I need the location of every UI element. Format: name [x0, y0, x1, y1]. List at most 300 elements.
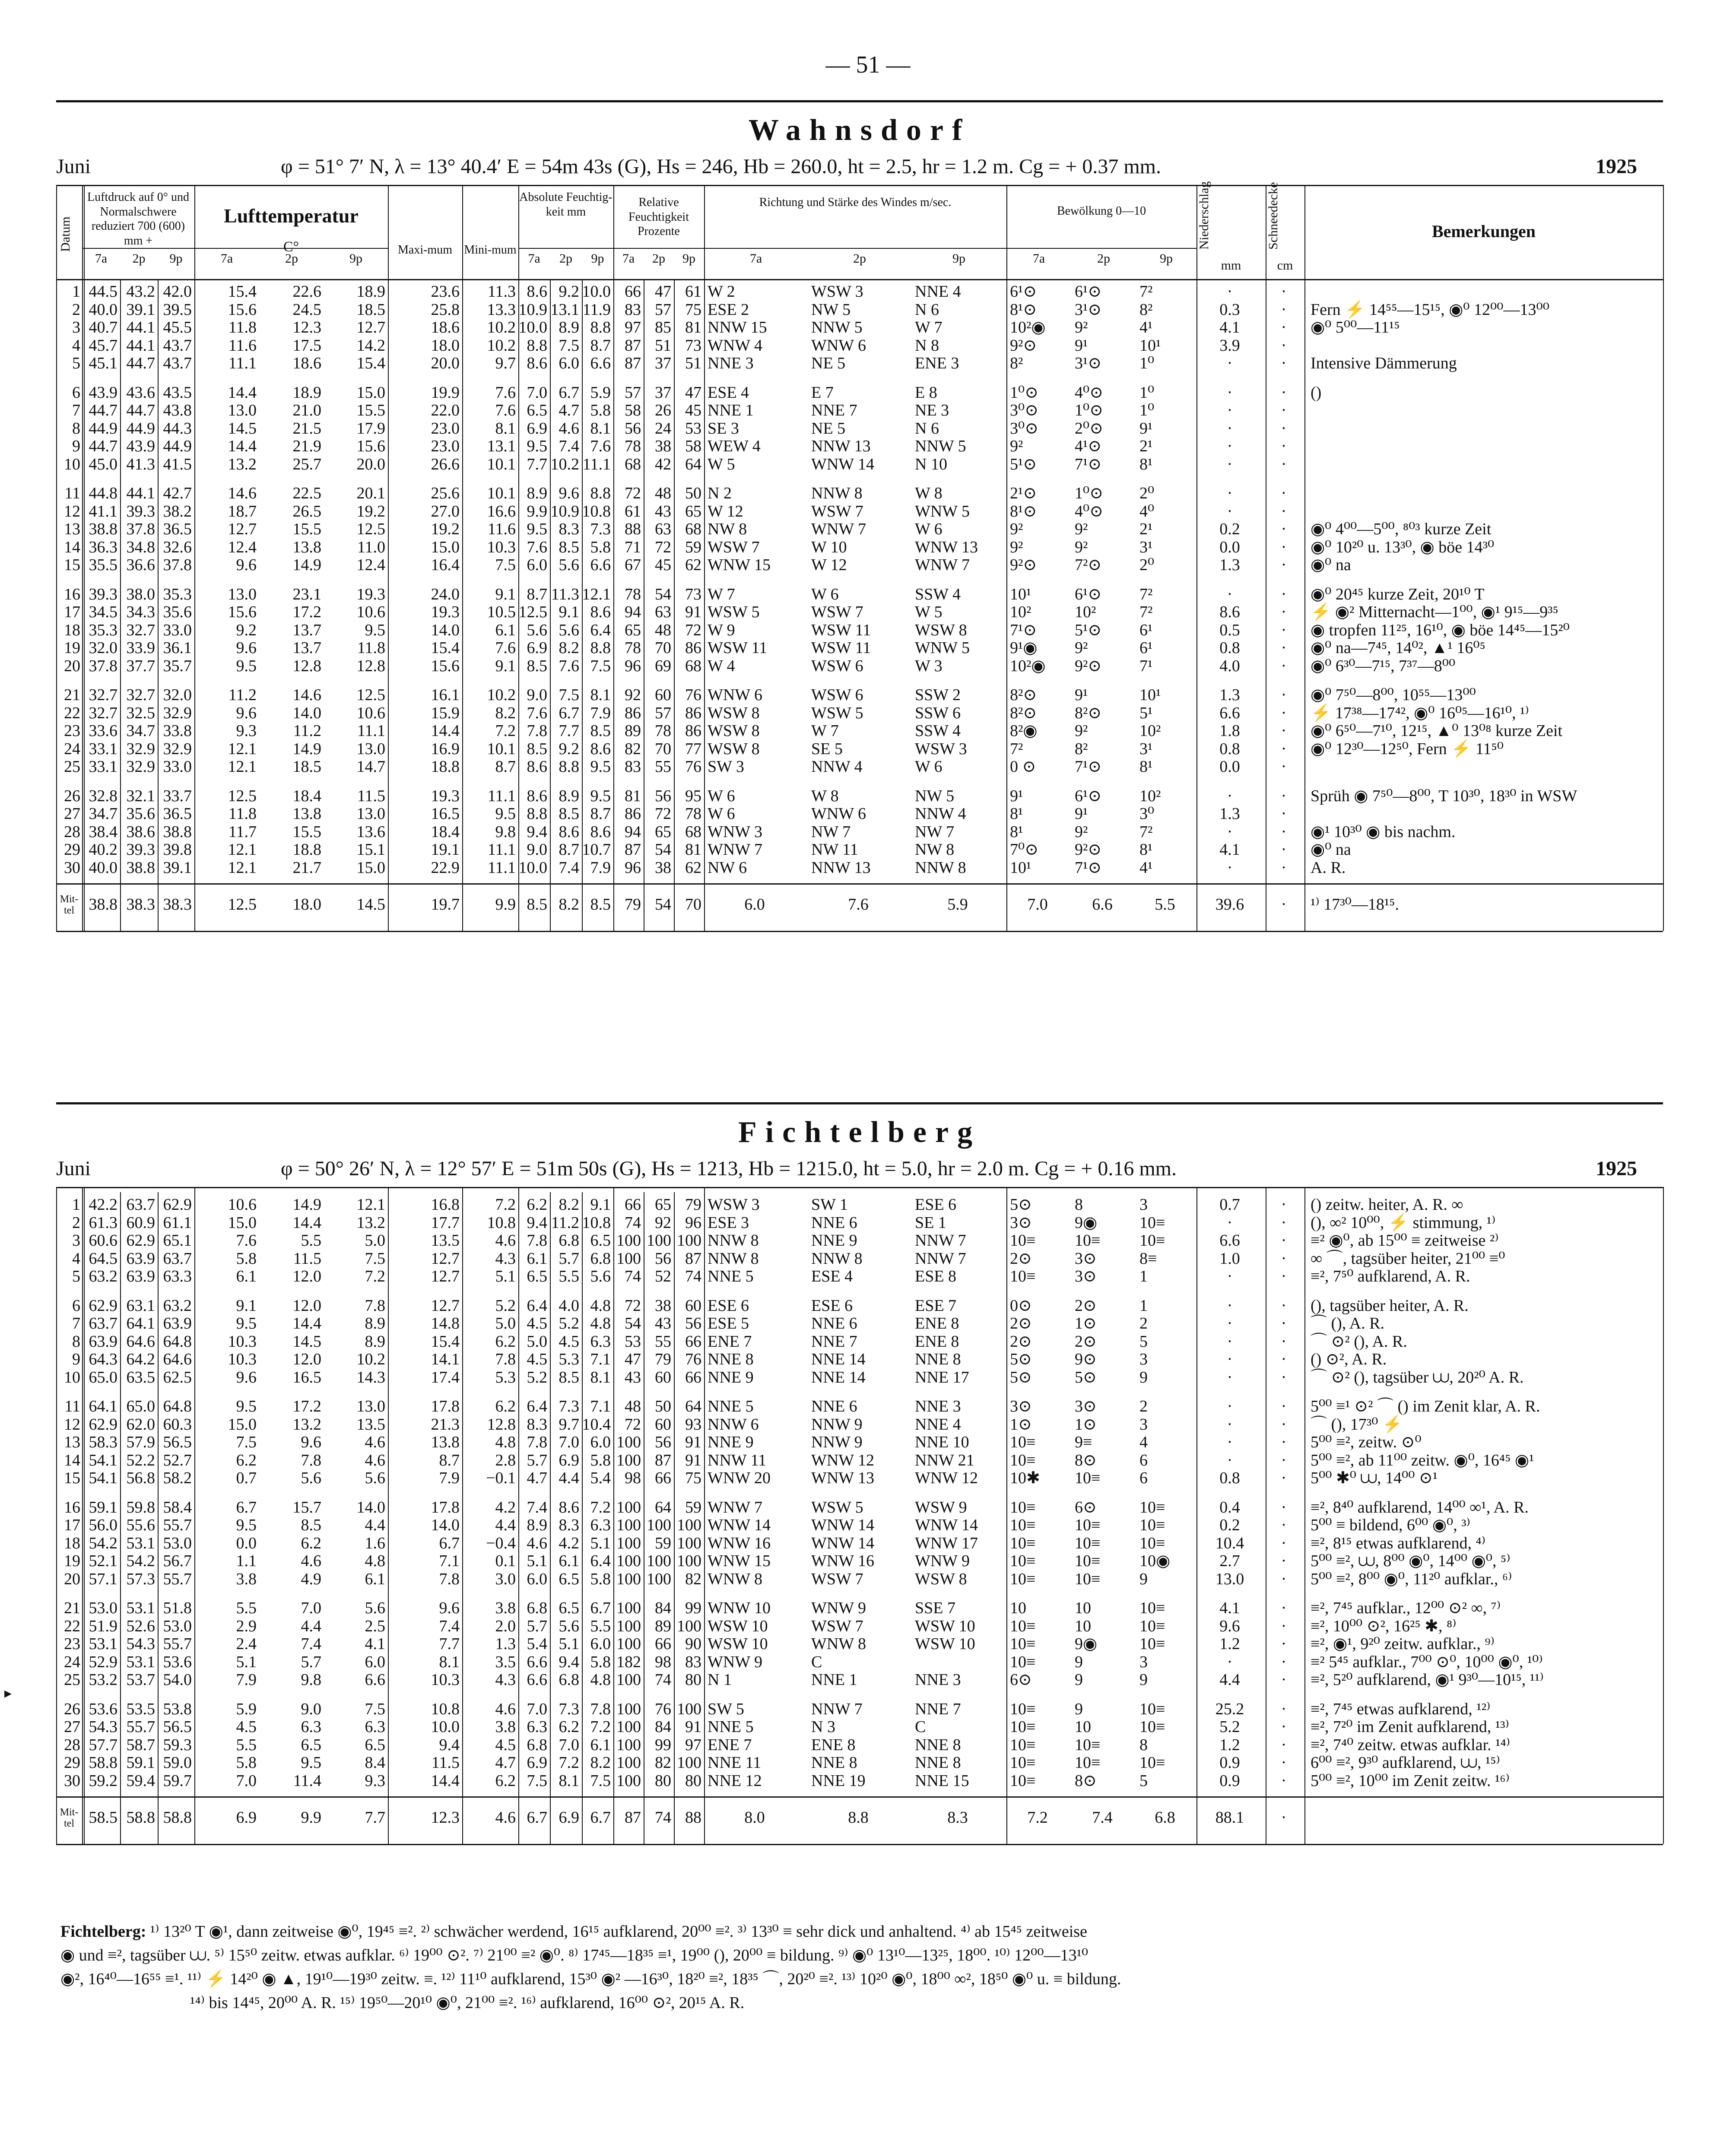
cell-temp-min: 4.8 — [495, 1433, 516, 1451]
cell-temp-max: 7.1 — [439, 1552, 460, 1570]
remark-15: ◉⁰ na — [1311, 556, 1351, 574]
cell-niederschlag: · — [1227, 455, 1233, 473]
cell-temp-9p: 4.1 — [365, 1635, 385, 1653]
cell-abs-9p: 4.8 — [590, 1296, 611, 1315]
cell-wind-7a: ESE 6 — [708, 1296, 749, 1315]
cell-temp-9p: 20.1 — [356, 484, 385, 502]
cell-temp-9p: 11.5 — [357, 787, 385, 805]
cell-abs-7a: 4.7 — [527, 1469, 547, 1487]
cell-temp-min: 8.2 — [495, 704, 516, 722]
cell-lp-9p: 62.5 — [163, 1368, 192, 1386]
remark-25: ≡², 5²⁰ aufklarend, ◉¹ 9³⁰—10¹⁵, ¹¹⁾ — [1311, 1671, 1544, 1689]
cell-abs-2p: 8.6 — [559, 822, 579, 841]
cell-niederschlag: · — [1227, 1415, 1233, 1434]
cell-niederschlag: · — [1227, 1451, 1233, 1469]
cell-temp-9p: 8.9 — [365, 1332, 385, 1351]
cell-abs-7a: 8.3 — [527, 1415, 547, 1434]
cell-rel-9p: 96 — [685, 1213, 701, 1232]
subheader-rule — [1006, 248, 1196, 249]
mittel-lp-9p: 38.3 — [163, 895, 192, 914]
cell-schneedecke: · — [1281, 1296, 1287, 1315]
cell-schneedecke: · — [1281, 300, 1287, 319]
cell-temp-2p: 4.6 — [301, 1552, 321, 1570]
cell-temp-7a: 7.9 — [236, 1671, 257, 1689]
cell-rel-7a: 47 — [625, 1350, 641, 1368]
remark-24: ≡² 5⁴⁵ aufklar., 7⁰⁰ ⊙⁰, 10⁰⁰ ◉⁰, ¹⁰⁾ — [1311, 1653, 1543, 1671]
cell-rel-2p: 45 — [655, 556, 671, 574]
cell-lp-2p: 37.8 — [126, 520, 155, 538]
cell-niederschlag: · — [1227, 1368, 1233, 1386]
row-day: 12 — [64, 502, 80, 520]
cell-wind-2p: NW 11 — [811, 841, 858, 859]
cell-temp-7a: 13.2 — [228, 455, 257, 473]
cell-wind-7a: NNW 15 — [708, 318, 767, 336]
cell-temp-7a: 14.4 — [228, 383, 257, 402]
cell-rel-2p: 56 — [655, 1249, 671, 1268]
cell-lp-2p: 56.8 — [126, 1469, 155, 1487]
cell-temp-max: 18.4 — [431, 822, 460, 841]
cell-rel-9p: 72 — [685, 621, 701, 639]
cell-abs-7a: 5.7 — [527, 1617, 547, 1635]
remark-16: ≡², 8⁴⁰ aufklarend, 14⁰⁰ ∞¹, A. R. — [1311, 1498, 1529, 1516]
cell-cloud-9p: 8¹ — [1139, 841, 1153, 859]
cell-abs-7a: 9.5 — [527, 520, 547, 538]
cell-wind-7a: NNE 5 — [708, 1718, 754, 1736]
cell-abs-9p: 5.4 — [590, 1469, 611, 1487]
cell-abs-9p: 6.4 — [590, 1552, 611, 1570]
cell-wind-2p: NNE 14 — [811, 1350, 866, 1368]
cell-temp-2p: 9.8 — [301, 1671, 321, 1689]
cell-temp-min: 6.1 — [495, 621, 516, 639]
cell-niederschlag: 0.2 — [1219, 1516, 1240, 1534]
cell-wind-2p: WSW 7 — [811, 1617, 863, 1635]
cell-temp-9p: 5.0 — [365, 1231, 385, 1250]
cell-temp-min: 10.2 — [487, 336, 516, 355]
cell-lp-9p: 35.7 — [163, 657, 192, 675]
cell-wind-9p: WNW 17 — [915, 1534, 978, 1552]
remark-21: ◉⁰ 7⁵⁰—8⁰⁰, 10⁵⁵—13⁰⁰ — [1311, 686, 1476, 704]
cell-wind-9p: NNE 3 — [915, 1397, 961, 1415]
cell-cloud-7a: 5⊙ — [1010, 1196, 1032, 1214]
cell-cloud-7a: 8²⊙ — [1010, 686, 1037, 704]
cell-cloud-7a: 6¹⊙ — [1010, 282, 1037, 301]
cell-niederschlag: 1.2 — [1219, 1735, 1240, 1754]
cell-temp-9p: 9.5 — [365, 621, 385, 639]
cell-cloud-9p: 1⁰ — [1139, 354, 1155, 372]
cell-abs-7a: 7.6 — [527, 704, 547, 722]
table-left-rule — [56, 1187, 57, 1844]
top-rule — [56, 1102, 1663, 1104]
cell-wind-9p: NNW 8 — [915, 858, 966, 877]
cell-cloud-9p: 10² — [1139, 722, 1161, 740]
cell-cloud-7a: 3⁰⊙ — [1010, 419, 1039, 438]
row-day: 28 — [64, 822, 80, 841]
cell-rel-7a: 78 — [625, 639, 641, 657]
cell-schneedecke: · — [1281, 1469, 1287, 1487]
cell-temp-9p: 15.4 — [356, 354, 385, 372]
cell-temp-9p: 13.0 — [356, 805, 385, 823]
cell-cloud-9p: 6¹ — [1139, 621, 1153, 639]
column-rule — [1304, 1187, 1305, 1844]
cell-cloud-2p: 9 — [1075, 1671, 1083, 1689]
cell-abs-7a: 8.9 — [527, 1516, 547, 1534]
cell-cloud-2p: 2⊙ — [1075, 1296, 1097, 1315]
mittel-temp-min: 9.9 — [495, 895, 516, 914]
cell-cloud-9p: 3⁰ — [1139, 805, 1155, 823]
cell-wind-7a: NNE 3 — [708, 354, 754, 372]
cell-lp-2p: 43.9 — [126, 437, 155, 455]
cell-temp-9p: 4.6 — [365, 1433, 385, 1451]
cell-abs-2p: 9.6 — [559, 484, 579, 502]
cell-cloud-7a: 10≡ — [1010, 1635, 1036, 1653]
cell-cloud-9p: 5¹ — [1139, 704, 1153, 722]
cell-temp-max: 16.8 — [431, 1196, 460, 1214]
cell-temp-max: 14.4 — [431, 722, 460, 740]
cell-lp-9p: 44.3 — [163, 419, 192, 438]
cell-temp-9p: 12.8 — [356, 657, 385, 675]
cell-cloud-9p: 6 — [1139, 1451, 1148, 1469]
cell-abs-2p: 13.1 — [550, 300, 579, 319]
cell-wind-2p: WSW 5 — [811, 1498, 863, 1516]
cell-cloud-7a: 7¹⊙ — [1010, 621, 1037, 639]
cell-cloud-7a: 10≡ — [1010, 1433, 1036, 1451]
cell-rel-2p: 48 — [655, 621, 671, 639]
cell-temp-min: 5.3 — [495, 1368, 516, 1386]
cell-temp-max: 21.3 — [431, 1415, 460, 1434]
cell-temp-min: 10.1 — [487, 455, 516, 473]
cell-temp-2p: 18.8 — [292, 841, 321, 859]
cell-temp-max: 27.0 — [431, 502, 460, 520]
cell-lp-2p: 63.1 — [126, 1296, 155, 1315]
cell-temp-min: 3.8 — [495, 1599, 516, 1617]
cell-wind-9p: WSW 8 — [915, 621, 967, 639]
cell-temp-min: 9.8 — [495, 822, 516, 841]
mittel-wind-7a: 6.0 — [744, 895, 765, 914]
cell-temp-9p: 7.5 — [365, 1700, 385, 1718]
cell-wind-2p: SE 5 — [811, 739, 843, 758]
cell-niederschlag: 0.9 — [1219, 1771, 1240, 1790]
cell-cloud-2p: 9² — [1075, 520, 1088, 538]
column-rule — [82, 1187, 83, 1844]
cell-abs-9p: 5.1 — [590, 1534, 611, 1552]
cell-wind-2p: WSW 7 — [811, 502, 863, 520]
cell-rel-9p: 77 — [685, 739, 701, 758]
cell-cloud-7a: 0 ⊙ — [1010, 758, 1036, 776]
cell-rel-9p: 99 — [685, 1599, 701, 1617]
cell-temp-9p: 4.8 — [365, 1552, 385, 1570]
cell-wind-2p: C — [811, 1653, 822, 1671]
remark-17: 5⁰⁰ ≡ bildend, 6⁰⁰ ◉⁰, ³⁾ — [1311, 1516, 1470, 1534]
cell-temp-2p: 17.5 — [292, 336, 321, 355]
cell-wind-7a: WSW 7 — [708, 538, 760, 556]
cell-niederschlag: 0.0 — [1219, 538, 1240, 556]
cell-rel-7a: 88 — [625, 520, 641, 538]
cell-temp-max: 25.8 — [431, 300, 460, 319]
cell-abs-2p: 7.3 — [559, 1700, 579, 1718]
column-rule — [613, 185, 614, 931]
cell-wind-7a: NNE 9 — [708, 1368, 754, 1386]
cell-wind-7a: W 9 — [708, 621, 735, 639]
cell-cloud-2p: 6⊙ — [1075, 1498, 1097, 1516]
cell-abs-2p: 7.4 — [559, 437, 579, 455]
cell-wind-2p: NNE 6 — [811, 1314, 857, 1332]
cell-rel-7a: 100 — [616, 1249, 641, 1268]
row-day: 9 — [72, 437, 80, 455]
cell-temp-max: 23.6 — [431, 282, 460, 301]
cell-wind-2p: WSW 11 — [811, 621, 871, 639]
remark-19: ◉⁰ na—7⁴⁵, 14⁰², ▲¹ 16⁰⁵ — [1311, 639, 1485, 657]
cell-rel-9p: 59 — [685, 538, 701, 556]
cell-schneedecke: · — [1281, 1368, 1287, 1386]
cell-temp-max: 7.8 — [439, 1570, 460, 1588]
cell-wind-9p: NNE 3 — [915, 1671, 961, 1689]
remark-19: 5⁰⁰ ≡², ⩊, 8⁰⁰ ◉⁰, 14⁰⁰ ◉⁰, ⁵⁾ — [1311, 1552, 1511, 1570]
remark-1: () zeitw. heiter, A. R. ∞ — [1311, 1196, 1463, 1214]
row-day: 5 — [72, 1267, 80, 1285]
cell-lp-7a: 39.3 — [89, 585, 117, 603]
cell-lp-2p: 63.9 — [126, 1249, 155, 1268]
cell-lp-9p: 53.0 — [163, 1534, 192, 1552]
cell-temp-min: 4.2 — [495, 1498, 516, 1516]
cell-cloud-9p: 6 — [1139, 1469, 1148, 1487]
cell-temp-9p: 12.5 — [356, 686, 385, 704]
cell-cloud-2p: 9² — [1075, 822, 1088, 841]
cell-rel-7a: 66 — [625, 282, 641, 301]
cell-rel-7a: 100 — [616, 1771, 641, 1790]
row-day: 26 — [64, 787, 80, 805]
cell-temp-2p: 21.0 — [292, 401, 321, 419]
cell-temp-9p: 12.4 — [356, 556, 385, 574]
footnote-line-2: ◉ und ≡², tagsüber ⩊. ⁵⁾ 15⁵⁰ zeitw. etwas aufklar. ⁶⁾ 19⁰⁰ ⊙². ⁷⁾ 21⁰⁰ ≡² ◉⁰. ⁸⁾ 17⁴⁵—18³⁵ ≡¹, 19⁰⁰ (), 20⁰⁰ ≡ bildung. ⁹⁾ ◉⁰ 13¹⁰—13²⁵, 18⁰⁰. ¹⁰⁾ 12⁰⁰—13¹⁰ — [60, 1946, 1089, 1965]
cell-lp-9p: 38.8 — [163, 822, 192, 841]
cell-lp-2p: 44.7 — [126, 401, 155, 419]
cell-cloud-9p: 8 — [1139, 1735, 1148, 1754]
cell-niederschlag: 4.1 — [1219, 318, 1240, 336]
row-day: 27 — [64, 1718, 80, 1736]
cell-abs-9p: 10.8 — [582, 1213, 611, 1232]
cell-rel-2p: 63 — [655, 603, 671, 621]
cell-lp-9p: 59.0 — [163, 1754, 192, 1772]
cell-wind-9p: WSW 3 — [915, 739, 967, 758]
remark-28: ◉¹ 10³⁰ ◉ bis nachm. — [1311, 822, 1456, 841]
cell-lp-9p: 59.3 — [163, 1735, 192, 1754]
cell-lp-2p: 60.9 — [126, 1213, 155, 1232]
subheader-rule — [518, 248, 613, 249]
cell-lp-2p: 55.6 — [126, 1516, 155, 1534]
cell-temp-7a: 5.8 — [236, 1754, 257, 1772]
cell-cloud-9p: 8≡ — [1139, 1249, 1157, 1268]
mittel-lp-2p: 58.8 — [126, 1808, 155, 1827]
cell-rel-7a: 78 — [625, 585, 641, 603]
cell-abs-2p: 7.6 — [559, 657, 579, 675]
cell-rel-7a: 100 — [616, 1718, 641, 1736]
cell-temp-2p: 9.6 — [301, 1433, 321, 1451]
remark-24: ◉⁰ 12³⁰—12⁵⁰, Fern ⚡ 11⁵⁰ — [1311, 739, 1504, 758]
cell-cloud-9p: 5 — [1139, 1332, 1148, 1351]
cell-wind-7a: W 12 — [708, 502, 743, 520]
cell-lp-7a: 53.0 — [89, 1599, 117, 1617]
cell-temp-9p: 6.3 — [365, 1718, 385, 1736]
cell-niederschlag: 0.5 — [1219, 621, 1240, 639]
cell-abs-9p: 7.2 — [590, 1498, 611, 1516]
cell-lp-2p: 34.3 — [126, 603, 155, 621]
remark-14: 5⁰⁰ ≡², ab 11⁰⁰ zeitw. ◉⁰, 16⁴⁵ ◉¹ — [1311, 1451, 1534, 1469]
cell-temp-min: 6.2 — [495, 1771, 516, 1790]
cell-lp-2p: 55.7 — [126, 1718, 155, 1736]
footnote-line-3: ◉², 16⁴⁰—16⁵⁵ ≡¹. ¹¹⁾ ⚡ 14²⁰ ◉ ▲, 19¹⁰—19³⁰ zeitw. ≡. ¹²⁾ 11¹⁰ aufklarend, 15³⁰ ◉² —16³⁰, 18²⁰ ≡², 18³⁵ ⌒, 20²⁰ ≡². ¹³⁾ 10²⁰ ◉⁰, 18⁰⁰ ∞², 18⁵⁰ ◉⁰ u. ≡ bildung. — [60, 1970, 1121, 1989]
cell-temp-7a: 9.6 — [236, 556, 257, 574]
cell-wind-2p: ENE 8 — [811, 1735, 856, 1754]
cell-wind-7a: NNW 6 — [708, 1415, 759, 1434]
cell-lp-9p: 36.5 — [163, 520, 192, 538]
cell-rel-7a: 74 — [625, 1213, 641, 1232]
cell-abs-2p: 6.1 — [559, 1552, 579, 1570]
cell-rel-2p: 43 — [655, 502, 671, 520]
footnote-line-1: ¹⁾ 13²⁰ T ◉¹, dann zeitweise ◉⁰, 19⁴⁵ ≡². ²⁾ schwächer werdend, 16¹⁵ aufklarend, 20⁰⁰ ≡². ³⁾ 13³⁰ ≡ sehr dick und anhaltend. ⁴⁾ ab 15⁴⁵ zeitweise — [150, 1922, 1087, 1941]
remark-30: 5⁰⁰ ≡², 10⁰⁰ im Zenit zeitw. ¹⁶⁾ — [1311, 1771, 1510, 1790]
cell-lp-7a: 53.1 — [89, 1635, 117, 1653]
column-rule — [1196, 1187, 1197, 1844]
subheader-bew-t9p: 9p — [1160, 251, 1173, 266]
cell-rel-9p: 81 — [685, 318, 701, 336]
cell-wind-7a: W 7 — [708, 585, 735, 603]
cell-temp-2p: 21.5 — [292, 419, 321, 438]
mittel-rel-7a: 87 — [625, 1808, 641, 1827]
cell-abs-2p: 9.1 — [559, 603, 579, 621]
subheader-rule — [82, 248, 194, 249]
cell-temp-max: 12.7 — [431, 1296, 460, 1315]
cell-wind-2p: WSW 7 — [811, 603, 863, 621]
cell-temp-2p: 14.4 — [292, 1314, 321, 1332]
cell-lp-9p: 44.9 — [163, 437, 192, 455]
cell-rel-9p: 68 — [685, 657, 701, 675]
cell-rel-9p: 86 — [685, 722, 701, 740]
cell-wind-7a: ENE 7 — [708, 1332, 752, 1351]
header-datum: Datum — [58, 216, 73, 252]
cell-cloud-7a: 3⊙ — [1010, 1397, 1032, 1415]
subheader-rel-t2p: 2p — [652, 251, 665, 266]
cell-abs-7a: 5.4 — [527, 1635, 547, 1653]
cell-temp-9p: 15.0 — [356, 383, 385, 402]
cell-rel-2p: 69 — [655, 657, 671, 675]
cell-abs-9p: 8.2 — [590, 1754, 611, 1772]
cell-lp-9p: 65.1 — [163, 1231, 192, 1250]
cell-lp-7a: 45.0 — [89, 455, 117, 473]
cell-temp-max: 15.0 — [431, 538, 460, 556]
cell-wind-7a: ESE 2 — [708, 300, 749, 319]
cell-temp-7a: 0.0 — [236, 1534, 257, 1552]
cell-temp-2p: 18.5 — [292, 758, 321, 776]
row-day: 15 — [64, 1469, 80, 1487]
cell-rel-9p: 86 — [685, 704, 701, 722]
cell-wind-2p: WNW 8 — [811, 1635, 866, 1653]
mittel-rel-9p: 70 — [685, 895, 701, 914]
cell-rel-9p: 75 — [685, 1469, 701, 1487]
cell-schneedecke: · — [1281, 419, 1287, 438]
mittel-temp-max: 12.3 — [431, 1808, 460, 1827]
cell-abs-9p: 6.3 — [590, 1332, 611, 1351]
cell-lp-9p: 32.9 — [163, 739, 192, 758]
mittel-abs-7a: 6.7 — [527, 1808, 547, 1827]
cell-temp-min: 4.3 — [495, 1249, 516, 1268]
cell-cloud-7a: 10≡ — [1010, 1534, 1036, 1552]
cell-temp-min: 10.1 — [487, 484, 516, 502]
cell-rel-9p: 68 — [685, 520, 701, 538]
header-minimum: Mini-mum — [464, 243, 517, 257]
cell-temp-max: 17.8 — [431, 1397, 460, 1415]
cell-cloud-7a: 6⊙ — [1010, 1671, 1032, 1689]
cell-lp-9p: 55.7 — [163, 1635, 192, 1653]
cell-niederschlag: · — [1227, 858, 1233, 877]
cell-lp-2p: 53.1 — [126, 1653, 155, 1671]
cell-temp-max: 22.9 — [431, 858, 460, 877]
cell-rel-7a: 72 — [625, 1296, 641, 1315]
cell-cloud-9p: 1 — [1139, 1267, 1148, 1285]
cell-abs-9p: 5.5 — [590, 1617, 611, 1635]
remark-28: ≡², 7⁴⁰ zeitw. etwas aufklar. ¹⁴⁾ — [1311, 1735, 1511, 1754]
cell-niederschlag: 1.2 — [1219, 1635, 1240, 1653]
cell-abs-2p: 8.9 — [559, 787, 579, 805]
cell-lp-9p: 38.2 — [163, 502, 192, 520]
cell-cloud-2p: 9 — [1075, 1653, 1083, 1671]
cell-wind-2p: WNW 16 — [811, 1552, 874, 1570]
cell-temp-9p: 2.5 — [365, 1617, 385, 1635]
cell-temp-min: 7.6 — [495, 401, 516, 419]
cell-cloud-2p: 10 — [1075, 1599, 1091, 1617]
cell-lp-7a: 54.3 — [89, 1718, 117, 1736]
cell-cloud-9p: 10¹ — [1139, 336, 1161, 355]
cell-temp-min: 5.2 — [495, 1296, 516, 1315]
cell-lp-7a: 57.1 — [89, 1570, 117, 1588]
cell-abs-9p: 4.8 — [590, 1671, 611, 1689]
cell-lp-9p: 52.7 — [163, 1451, 192, 1469]
cell-temp-max: 13.8 — [431, 1433, 460, 1451]
cell-cloud-9p: 10◉ — [1139, 1552, 1171, 1570]
cell-schneedecke: · — [1281, 1213, 1287, 1232]
cell-temp-min: −0.4 — [486, 1534, 516, 1552]
cell-temp-7a: 9.5 — [236, 1314, 257, 1332]
cell-cloud-2p: 10 — [1075, 1617, 1091, 1635]
cell-temp-9p: 13.0 — [356, 1397, 385, 1415]
row-day: 20 — [64, 1570, 80, 1588]
mittel-cloud-2p: 7.4 — [1092, 1808, 1113, 1827]
cell-abs-7a: 8.7 — [527, 585, 547, 603]
cell-rel-2p: 78 — [655, 722, 671, 740]
cell-wind-7a: SW 5 — [708, 1700, 744, 1718]
row-day: 28 — [64, 1735, 80, 1754]
cell-abs-7a: 6.5 — [527, 1267, 547, 1285]
cell-lp-7a: 59.1 — [89, 1498, 117, 1516]
cell-abs-7a: 7.0 — [527, 1700, 547, 1718]
cell-abs-2p: 8.1 — [559, 1771, 579, 1790]
cell-cloud-2p: 10 — [1075, 1718, 1091, 1736]
cell-lp-9p: 59.7 — [163, 1771, 192, 1790]
cell-cloud-2p: 7¹⊙ — [1075, 858, 1102, 877]
cell-abs-9p: 8.8 — [590, 639, 611, 657]
cell-temp-9p: 6.1 — [365, 1570, 385, 1588]
cell-cloud-2p: 9² — [1075, 318, 1088, 336]
cell-wind-9p: WNW 12 — [915, 1469, 978, 1487]
cell-temp-max: 22.0 — [431, 401, 460, 419]
cell-lp-9p: 61.1 — [163, 1213, 192, 1232]
cell-lp-9p: 63.9 — [163, 1314, 192, 1332]
cell-temp-max: 12.7 — [431, 1249, 460, 1268]
cell-temp-min: 11.1 — [487, 841, 516, 859]
cell-wind-7a: W 6 — [708, 787, 735, 805]
cell-rel-9p: 79 — [685, 1196, 701, 1214]
cell-cloud-2p: 9≡ — [1075, 1433, 1092, 1451]
cell-wind-9p: NNE 8 — [915, 1735, 961, 1754]
